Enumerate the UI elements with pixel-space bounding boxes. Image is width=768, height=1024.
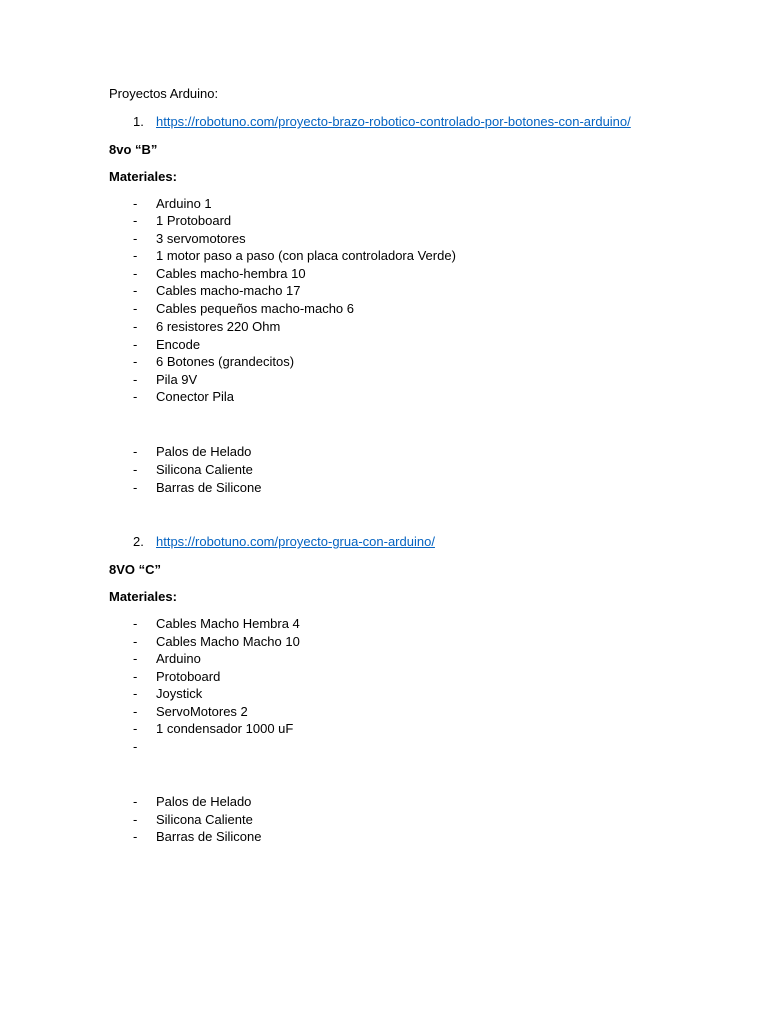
list-item: 1 motor paso a paso (con placa controladora Verde) — [156, 248, 456, 263]
list-item: Cables Macho Hembra 4 — [156, 616, 300, 631]
list-item: 1 condensador 1000 uF — [156, 721, 294, 736]
list-item: Palos de Helado — [156, 794, 252, 809]
list-item: Barras de Silicone — [156, 829, 262, 844]
list-item: Palos de Helado — [156, 444, 252, 459]
list-bullet: - — [133, 829, 138, 844]
project-link[interactable]: https://robotuno.com/proyecto-grua-con-arduino/ — [156, 534, 435, 549]
list-bullet: - — [133, 231, 138, 246]
list-bullet: - — [133, 196, 138, 211]
list-item: Conector Pila — [156, 389, 235, 404]
group-heading: 8vo “B” — [109, 142, 158, 157]
list-bullet: - — [133, 248, 138, 263]
list-item: 3 servomotores — [156, 231, 246, 246]
list-item: Silicona Caliente — [156, 812, 253, 827]
list-bullet: - — [133, 480, 138, 495]
list-item: Cables Macho Macho 10 — [156, 634, 300, 649]
list-item: ServoMotores 2 — [156, 704, 248, 719]
list-bullet: - — [133, 301, 138, 316]
list-bullet: - — [133, 794, 138, 809]
list-item: 6 resistores 220 Ohm — [156, 319, 281, 334]
list-bullet: - — [133, 372, 138, 387]
project-number: 1. — [133, 114, 144, 129]
list-item: Cables macho-hembra 10 — [156, 266, 306, 281]
list-item: 6 Botones (grandecitos) — [156, 354, 295, 369]
list-bullet: - — [133, 704, 138, 719]
list-bullet: - — [133, 266, 138, 281]
list-item: Arduino — [156, 651, 201, 666]
list-bullet: - — [133, 616, 138, 631]
list-bullet: - — [133, 634, 138, 649]
list-bullet: - — [133, 444, 138, 459]
project-number: 2. — [133, 534, 144, 549]
document-intro: Proyectos Arduino: — [109, 86, 219, 101]
list-item: Barras de Silicone — [156, 480, 262, 495]
list-bullet: - — [133, 213, 138, 228]
group-heading: 8VO “C” — [109, 562, 162, 577]
list-item: Arduino 1 — [156, 196, 212, 211]
list-bullet: - — [133, 389, 138, 404]
list-item: Protoboard — [156, 669, 221, 684]
materials-heading: Materiales: — [109, 169, 177, 184]
list-item: Cables macho-macho 17 — [156, 283, 301, 298]
list-bullet: - — [133, 462, 138, 477]
list-item: Cables pequeños macho-macho 6 — [156, 301, 355, 316]
list-bullet: - — [133, 721, 138, 736]
list-item: Silicona Caliente — [156, 462, 253, 477]
list-bullet: - — [133, 319, 138, 334]
list-bullet: - — [133, 739, 138, 754]
list-bullet: - — [133, 354, 138, 369]
list-bullet: - — [133, 337, 138, 352]
list-item: 1 Protoboard — [156, 213, 232, 228]
list-bullet: - — [133, 686, 138, 701]
list-bullet: - — [133, 812, 138, 827]
materials-heading: Materiales: — [109, 589, 177, 604]
list-bullet: - — [133, 651, 138, 666]
project-link[interactable]: https://robotuno.com/proyecto-brazo-robotico-controlado-por-botones-con-arduino/ — [156, 114, 631, 129]
list-item: Joystick — [156, 686, 203, 701]
list-bullet: - — [133, 669, 138, 684]
list-bullet: - — [133, 283, 138, 298]
list-item: Pila 9V — [156, 372, 198, 387]
list-item: Encode — [156, 337, 201, 352]
